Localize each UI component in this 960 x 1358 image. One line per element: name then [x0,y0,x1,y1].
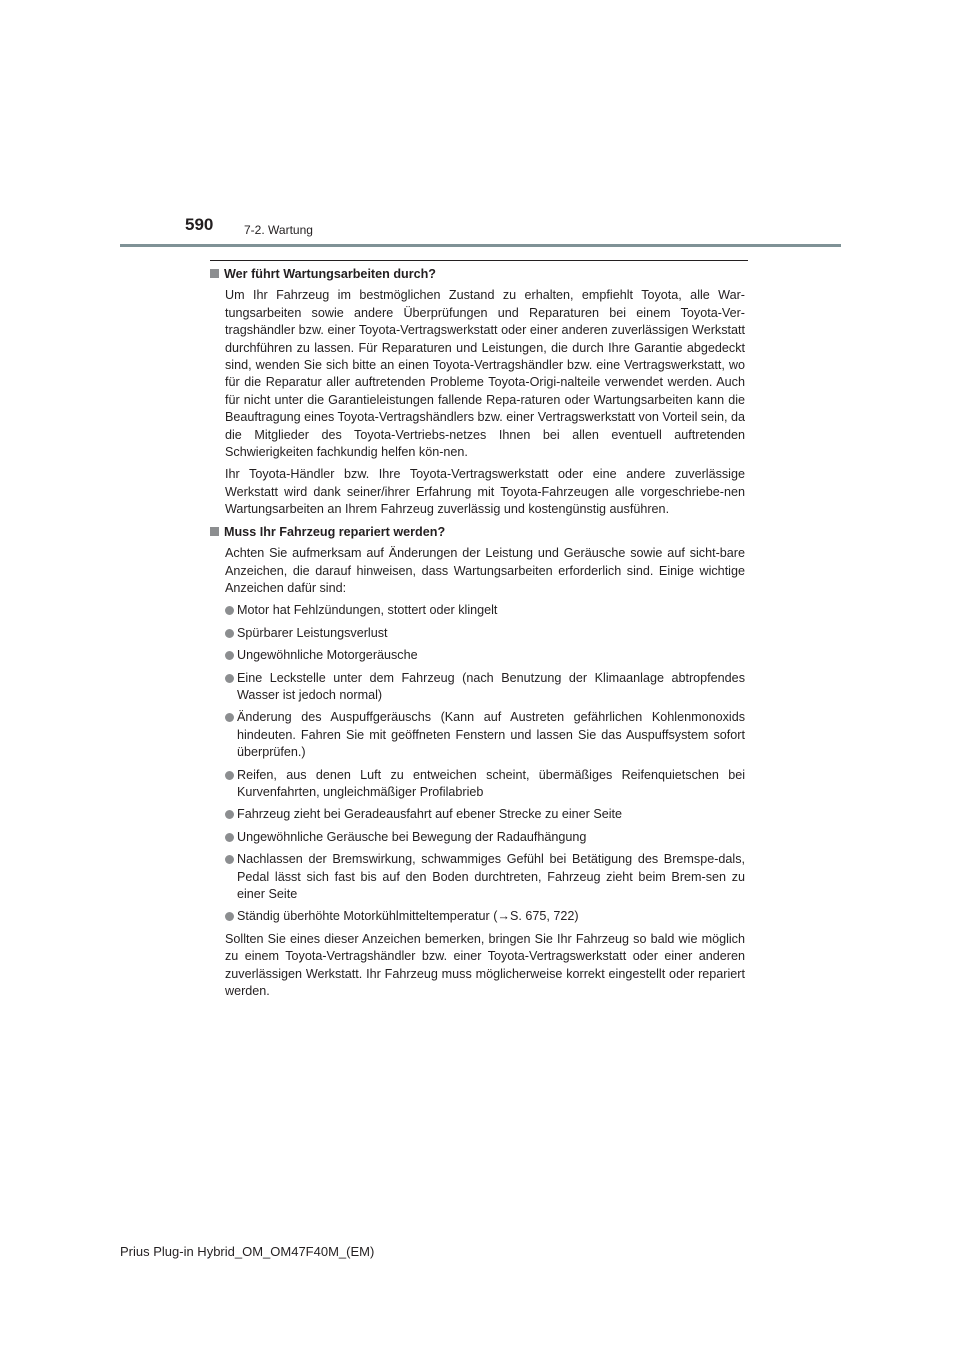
circle-bullet-icon [225,629,234,638]
section-heading [210,524,745,541]
list-item [210,806,745,823]
footer-text: Prius Plug-in Hybrid_OM_OM47F40M_(EM) [120,1244,375,1259]
circle-bullet-icon [225,855,234,864]
section-title: 7-2. Wartung [244,223,313,237]
circle-bullet-icon [225,912,234,921]
content-area [210,266,745,1005]
list-item [210,709,745,761]
list-item-text: Ungewöhnliche Geräusche bei Bewegung der Radaufhängung [237,829,587,844]
circle-bullet-icon [225,674,234,683]
list-item-text: Reifen, aus denen Luft zu entweichen scheint, übermäßiges Reifenquietschen bei Kurvenfahrten, ungleichmäßiger Profilabrieb [237,767,745,799]
list-item-text: Nachlassen der Bremswirkung, schwammiges Gefühl bei Betätigung des Bremspe-dals, Pedal lässt sich fast bis auf den Boden durchtreten, Fahrzeug zieht beim Brem-sen zu einer Seite [237,852,745,901]
section-heading [210,266,745,283]
circle-bullet-icon [225,713,234,722]
list-item [210,670,745,705]
list-item [210,625,745,642]
list-item [210,829,745,846]
list-item-text: Motor hat Fehlzündungen, stottert oder klingelt [237,603,498,618]
list-item-text: Ungewöhnliche Motorgeräusche [237,648,418,663]
square-bullet-icon [210,269,219,278]
list-item-text: Änderung des Auspuffgeräuschs (Kann auf Austreten gefährlichen Kohlenmonoxids hindeuten. Fahren Sie mit geöffneten Fenstern und lassen Sie das Auspuffsystem sofort überprüfen.) [237,710,745,760]
paragraph: Um Ihr Fahrzeug im bestmöglichen Zustand zu erhalten, empfiehlt Toyota, alle War-tungsarbeiten sowie andere Überprüfungen und Reparaturen bei einem Toyota-Ver-tragshändler bzw. einer Toyota-Vertragswerkstatt oder einer anderen zuverlässigen Werkstatt durchführen zu lassen. Für Reparaturen und Leistungen, die durch Ihre Garantie abgedeckt sind, wenden Sie sich bitte an einen Toyota-Vertragshändler bzw. eine Vertragswerkstatt, wo für die Reparatur aller auftretenden Probleme Toyota-Origi-nalteile verwendet werden. Auch für nicht unter die Garantieleistungen fallende Repa-raturen oder Wartungsarbeiten kann die Beauftragung eines Toyota-Vertragshändlers bzw. einer Vertragswerkstatt von Vorteil sein, da die Mitglieder des Toyota-Vertriebs-netzes Ihnen bei allen eventuell auftretenden Schwierigkeiten fachkundig helfen kön-nen. [225,288,745,460]
square-bullet-icon [210,527,219,536]
content-rule [210,260,748,261]
page-number: 590 [185,215,214,234]
symptom-list [210,602,745,926]
list-item [210,908,745,925]
paragraph: Achten Sie aufmerksam auf Änderungen der Leistung und Geräusche sowie auf sicht-bare Anzeichen, die darauf hinweisen, dass Wartungsarbeiten erforderlich sind. Einige wichtige Anzeichen dafür sind: [225,546,745,595]
paragraph: Ihr Toyota-Händler bzw. Ihre Toyota-Vertragswerkstatt oder eine andere zuverlässige Werkstatt wird dank seiner/ihrer Erfahrung mit Toyota-Fahrzeugen alle vorgeschriebe-nen Wartungsarbeiten an Ihrem Fahrzeug zuverlässig und kostengünstig ausführen. [225,467,745,517]
circle-bullet-icon [225,833,234,842]
paragraph: Sollten Sie eines dieser Anzeichen bemerken, bringen Sie Ihr Fahrzeug so bald wie möglich zu einem Toyota-Vertragshändler bzw. einer Toyota-Vertragswerkstatt oder einer anderen zuverlässigen Werkstatt. Ihr Fahrzeug muss möglicherweise korrekt eingestellt oder repariert werden. [225,931,745,999]
circle-bullet-icon [225,810,234,819]
circle-bullet-icon [225,651,234,660]
list-item [210,647,745,664]
list-item-text: Spürbarer Leistungsverlust [237,625,388,640]
circle-bullet-icon [225,606,234,615]
list-item [210,602,745,619]
list-item-text: Ständig überhöhte Motorkühlmitteltemperatur (→S. 675, 722) [237,909,579,924]
heading-text: Muss Ihr Fahrzeug repariert werden? [224,524,446,539]
list-item [210,851,745,903]
circle-bullet-icon [225,771,234,780]
heading-text: Wer führt Wartungsarbeiten durch? [224,267,437,281]
list-item [210,767,745,802]
list-item-text: Fahrzeug zieht bei Geradeausfahrt auf ebener Strecke zu einer Seite [237,807,623,822]
list-item-text: Eine Leckstelle unter dem Fahrzeug (nach Benutzung der Klimaanlage abtropfendes Wasser ist jedoch normal) [237,670,745,702]
header-rule [120,244,841,247]
